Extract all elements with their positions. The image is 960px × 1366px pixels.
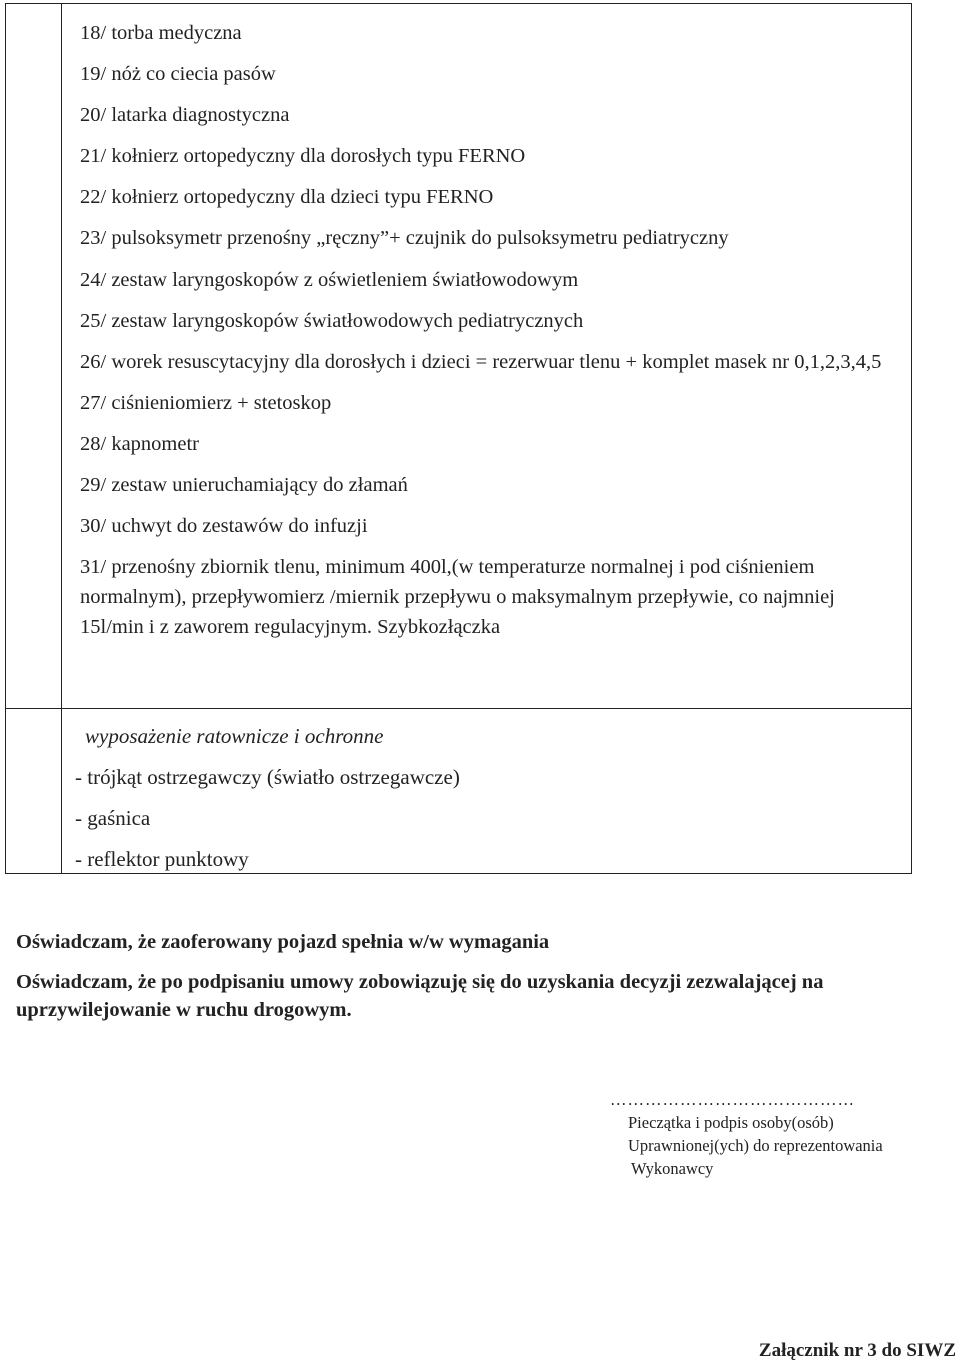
list-item: 30/ uchwyt do zestawów do infuzji — [80, 515, 368, 538]
list-item: 31/ przenośny zbiornik tlenu, minimum 400l,(w temperaturze normalnej i pod ciśnieniem normalnym), przepływomierz /miernik przepływu o maksymalnym przepływie, co najmniej 15l/min i z zaworem regulacyjnym. Szybkozłączka — [80, 556, 835, 639]
list-item: 27/ ciśnieniomierz + stetoskop — [80, 391, 332, 414]
annex-label: Załącznik nr 3 do SIWZ — [758, 1340, 956, 1361]
equipment-list — [80, 18, 900, 653]
list-item: 21/ kołnierz ortopedyczny dla dorosłych typu FERNO — [80, 145, 526, 168]
signature-block — [610, 1088, 955, 1180]
list-item: 28/ kapnometr — [80, 432, 199, 455]
signature-caption: Wykonawcy — [631, 1159, 714, 1178]
list-item: - trójkąt ostrzegawczy (światło ostrzegawcze) — [75, 765, 460, 789]
list-item: 22/ kołnierz ortopedyczny dla dzieci typu FERNO — [80, 186, 494, 209]
list-item: 20/ latarka diagnostyczna — [80, 104, 290, 127]
rescue-section — [75, 721, 895, 885]
list-item: - reflektor punktowy — [75, 847, 249, 871]
list-item: - gaśnica — [75, 806, 151, 830]
equipment-table — [5, 3, 912, 709]
table-column-divider — [61, 709, 62, 873]
signature-caption: Uprawnionej(ych) do reprezentowania — [628, 1136, 883, 1155]
list-item: 26/ worek resuscytacyjny dla dorosłych i dzieci = rezerwuar tlenu + komplet masek nr 0,1,2,3,4,5 — [80, 350, 882, 373]
list-item: 23/ pulsoksymetr przenośny „ręczny”+ czujnik do pulsoksymetru pediatryczny — [80, 227, 729, 250]
list-item: 25/ zestaw laryngoskopów światłowodowych pediatrycznych — [80, 309, 584, 332]
list-item: 19/ nóż co ciecia pasów — [80, 63, 276, 86]
signature-caption: Pieczątka i podpis osoby(osób) — [628, 1113, 834, 1132]
list-item: 24/ zestaw laryngoskopów z oświetleniem światłowodowym — [80, 268, 579, 291]
section-title: wyposażenie ratownicze i ochronne — [85, 724, 384, 748]
table-column-divider — [61, 4, 62, 709]
list-item: 18/ torba medyczna — [80, 22, 242, 44]
list-item: 29/ zestaw unieruchamiający do złamań — [80, 474, 408, 497]
declaration-permit: Oświadczam, że po podpisaniu umowy zobowiązuję się do uzyskania decyzji zezwalającej na uprzywilejowanie w ruchu drogowym. — [16, 971, 824, 1021]
signature-line: …………………………………… — [610, 1090, 855, 1109]
declaration-requirements: Oświadczam, że zaoferowany pojazd spełnia w/w wymagania — [16, 931, 550, 953]
rescue-equipment-table — [5, 708, 912, 874]
